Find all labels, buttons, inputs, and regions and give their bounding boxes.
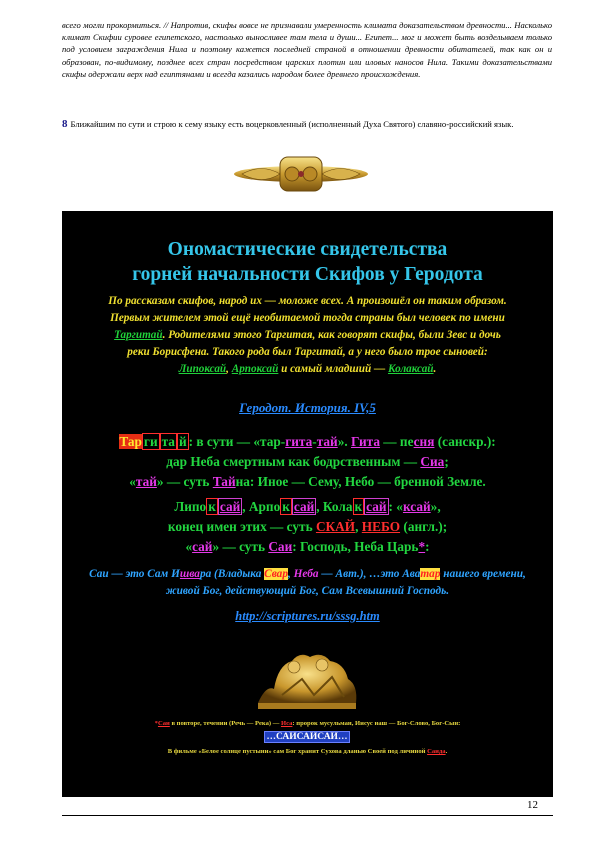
footnote-star: * xyxy=(418,539,426,554)
etym-line-2 xyxy=(62,452,553,472)
intro-end: . xyxy=(433,363,437,375)
targitai-etymology xyxy=(62,432,553,492)
scythian-panel xyxy=(62,211,553,797)
word-shva: шва xyxy=(179,568,200,580)
sons-text: : xyxy=(425,539,430,554)
note-text: : пророк мусульман, Иисус наш — Бог-Слово, Бог-Сын: xyxy=(292,720,461,727)
intro-sep: , xyxy=(226,363,232,375)
sons-text: , Арпо xyxy=(242,499,281,514)
saisai-banner xyxy=(252,732,362,742)
syllable-sai: сай xyxy=(366,499,387,514)
etym-text: » — суть xyxy=(156,474,213,489)
dash: - xyxy=(312,434,317,449)
word-gita: гита xyxy=(285,434,313,449)
etym-line-1 xyxy=(62,432,553,452)
etym-text: на: Иное — Сему, Небо — бренной Земле. xyxy=(235,474,486,489)
sons-text: », xyxy=(430,499,441,514)
syllable-k: к xyxy=(208,499,216,514)
sons-text: Липо xyxy=(174,499,207,514)
sons-line-3 xyxy=(62,537,553,557)
word-sia: Сиа xyxy=(420,454,445,469)
footnote-text: Ближайшим по сути и строю к сему языку есть воцерковленный (исполненный Духа Святого) славяно-российский язык. xyxy=(70,119,514,129)
sons-text: : « xyxy=(388,499,403,514)
syllable-sai: сай xyxy=(219,499,241,514)
etym-text: ». xyxy=(337,434,352,449)
footnote-8 xyxy=(62,118,552,130)
syllable-k: к xyxy=(282,499,290,514)
syllable-ta: та xyxy=(161,434,175,449)
syllable-tar: Тар xyxy=(119,434,142,449)
etym-text: дар Неба смертным как бодрственным — xyxy=(166,454,421,469)
sai-text: , xyxy=(287,568,294,580)
word-said: Саида xyxy=(427,748,446,755)
syllable-k: к xyxy=(354,499,363,514)
herodotus-quote xyxy=(106,293,509,378)
sai-text: нашего времени, живой Бог, действующий Бог, Сам Всевышний Господь. xyxy=(165,568,526,597)
name-kolaksai-link[interactable]: Колаксай xyxy=(387,363,434,375)
gold-ornament-image xyxy=(232,153,370,195)
sons-text: , xyxy=(355,519,362,534)
etym-text: (санскр.): xyxy=(434,434,496,449)
syllable-gi: ги xyxy=(143,434,158,449)
sons-etymology xyxy=(62,497,553,557)
etym-text: : в сути — «тар- xyxy=(188,434,286,449)
word-sky: СКАЙ xyxy=(315,519,356,534)
intro-text-2: . Родителями этого Таргитая, как говорят скифы, были Зевс и дочь реки Борисфена. Такого рода был Таргитай, а у него было трое сыновей: xyxy=(127,329,501,358)
sai-paragraph xyxy=(72,566,543,600)
scriptures-link[interactable]: http://scriptures.ru/sssg.htm xyxy=(235,609,380,623)
sai-text: — Авт.), …это Ава xyxy=(318,568,421,580)
scythian-gold-relief-image xyxy=(252,645,364,713)
syllable-sai: сай xyxy=(293,499,315,514)
sons-text: « xyxy=(185,539,193,554)
word-sai: сай xyxy=(192,539,213,554)
film-text: . xyxy=(445,748,448,755)
word-tai: тай xyxy=(316,434,338,449)
footnote-number: 8 xyxy=(62,118,68,130)
name-lipoksai-link[interactable]: Липоксай xyxy=(178,363,227,375)
intro-text-1: По рассказам скифов, народ их — моложе всех. А произошёл он таким образом. Первым жителем этой ещё необитаемой тогда страны был человек по имени xyxy=(108,295,507,324)
etym-text: ; xyxy=(444,454,449,469)
word-isa: Иса xyxy=(280,720,293,727)
word-ksai: ксай xyxy=(402,499,431,514)
page-number: 12 xyxy=(527,799,538,811)
etym-line-3 xyxy=(62,472,553,492)
saisai-text: …САИСАИСАИ… xyxy=(264,731,351,743)
title-line-2: горней начальности Скифов у Геродота xyxy=(132,264,483,285)
sai-text: Саи — это Сам И xyxy=(89,568,180,580)
sons-text: » — суть xyxy=(212,539,269,554)
panel-title xyxy=(62,237,553,287)
word-tar: тар xyxy=(420,568,441,580)
word-snya: сня xyxy=(413,434,435,449)
sons-text: (англ.); xyxy=(400,519,448,534)
intro-text-3: и самый младший — xyxy=(278,363,388,375)
word-neba: Неба xyxy=(293,568,319,580)
sons-text: : Господь, Неба Царь xyxy=(292,539,419,554)
syllable-i: й xyxy=(178,434,187,449)
sons-text: , Кола xyxy=(316,499,353,514)
word-gita-2: Гита xyxy=(351,434,380,449)
film-text: В фильме «Белое солнце пустыни» сам Бог хранит Сухова дланью Своей под личиной xyxy=(167,748,428,755)
word-nebo: НЕБО xyxy=(361,519,401,534)
note-text: в повторе, течении (Речь — Река) — xyxy=(169,720,281,727)
source-link[interactable]: Геродот. История. IV,5 xyxy=(239,400,376,415)
title-line-1: Ономастические свидетельства xyxy=(167,239,448,260)
word-tai-3: Тай xyxy=(212,474,236,489)
etym-text: — пе xyxy=(379,434,414,449)
star: * xyxy=(154,720,158,727)
film-note xyxy=(62,748,553,755)
word-svar: Свар xyxy=(264,568,288,580)
footnote-star-text xyxy=(62,719,553,729)
sai-text: (Владыка xyxy=(211,568,265,580)
bottom-rule xyxy=(62,815,553,816)
name-targitai-link[interactable]: Таргитай xyxy=(114,329,163,341)
word-sai-2: Саи xyxy=(268,539,293,554)
word-tai-2: тай xyxy=(135,474,157,489)
word-sai-note: Саи xyxy=(157,720,170,727)
sai-text: ра xyxy=(199,568,212,580)
sons-line-2 xyxy=(62,517,553,537)
etym-text: « xyxy=(129,474,136,489)
sons-text: конец имен этих — суть xyxy=(167,519,316,534)
body-paragraph: всего могли прокормиться. // Напротив, скифы вовсе не признавали умеренность климата доказательством древности... Насколько климат Скифии суровее египетского, настолько выносливее там тела и души... Египет... мог и может быть возделываем только под условием заграждения Нила и поэтому кажется последней страной в отношении древности обитателей, так как он и образован, по-видимому, позднее всех стран посредством царских плотин или иловых наносов Нила. Такими доказательствами скифы одержали верх над египтянами и всегда казались народом более древнего происхождения. xyxy=(62,20,552,79)
sons-line-1 xyxy=(62,497,553,517)
name-arpoksai-link[interactable]: Арпоксай xyxy=(231,363,279,375)
